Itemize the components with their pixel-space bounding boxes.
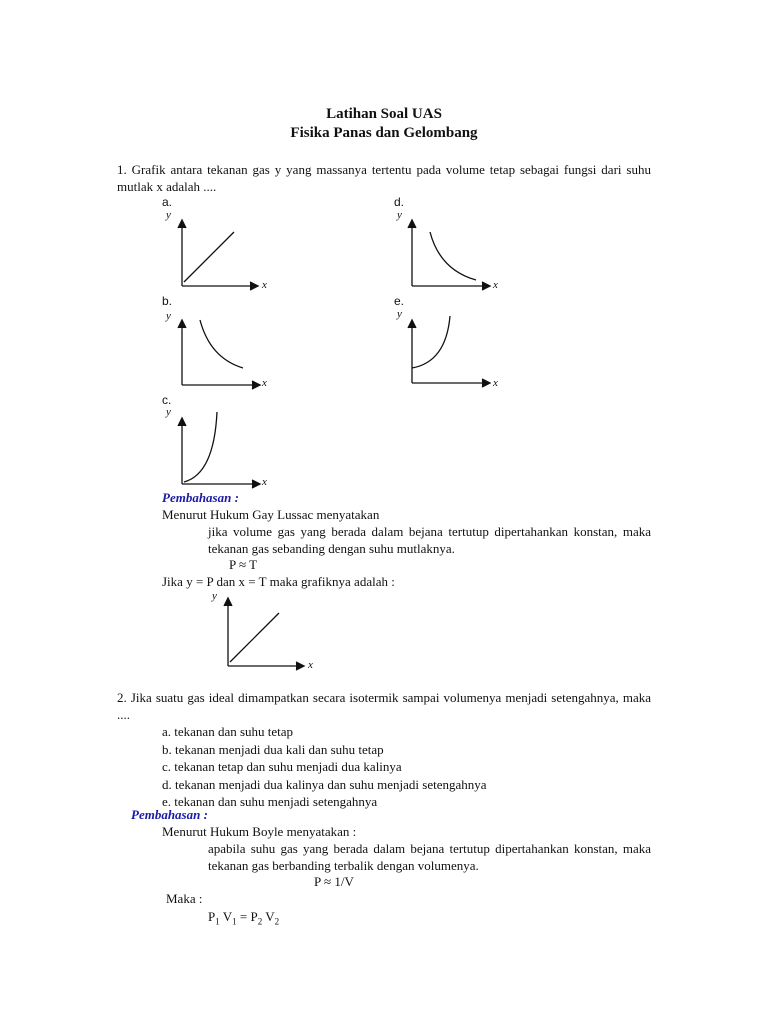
q2-law-text: apabila suhu gas yang berada dalam bejana tertutup dipertahankan konstan, maka tekanan gas berbanding terbalik dengan volumenya. — [208, 841, 651, 873]
q2-maka: Maka : — [166, 891, 203, 906]
q2-option-b: b. tekanan menjadi dua kali dan suhu tetap — [162, 741, 384, 757]
q1-law-name: Menurut Hukum Gay Lussac menyatakan — [162, 507, 380, 522]
q2-option-e: e. tekanan dan suhu menjadi setengahnya — [162, 794, 378, 809]
q2-options — [162, 723, 487, 811]
eq-p2: P — [250, 909, 258, 924]
graph-a-y-label: y — [166, 209, 171, 221]
doc-subtitle: Fisika Panas dan Gelombang — [290, 125, 478, 141]
graph-b-y-label: y — [166, 310, 171, 322]
option-c-label: c. — [162, 393, 172, 407]
graph-c-x-label: x — [262, 476, 267, 488]
graph-b-x-label: x — [262, 377, 267, 389]
eq-v1-sub: 1 — [232, 916, 237, 927]
question-1-text: 1. Grafik antara tekanan gas y yang massanya tertentu pada volume tetap sebagai fungsi dari suhu mutlak x adalah .... — [117, 162, 651, 194]
option-e-label: e. — [394, 294, 405, 308]
graph-e-x-label: x — [493, 377, 498, 389]
q2-law-name: Menurut Hukum Boyle menyatakan : — [162, 824, 357, 839]
eq-v1: V — [219, 909, 233, 924]
q1-discussion-label: Pembahasan : — [162, 490, 239, 505]
graph-d-y-label: y — [397, 209, 402, 221]
graph-c-y-label: y — [166, 406, 171, 418]
eq-v2-sub: 2 — [274, 916, 280, 927]
eq-equals: = — [236, 909, 251, 924]
graph-e-y-label: y — [397, 308, 402, 320]
q1-conclusion: Jika y = P dan x = T maka grafiknya adalah : — [162, 574, 395, 589]
option-a-label: a. — [162, 195, 173, 209]
q2-option-a: a. tekanan dan suhu tetap — [162, 724, 294, 739]
option-b-label: b. — [162, 294, 173, 308]
option-d-label: d. — [394, 195, 405, 209]
eq-p2-sub: 2 — [257, 916, 263, 927]
q2-equation — [208, 909, 279, 927]
q2-option-d: d. tekanan menjadi dua kalinya dan suhu menjadi setengahnya — [162, 776, 487, 792]
q1-law-text: jika volume gas yang berada dalam bejana tertutup dipertahankan konstan, maka tekanan gas sebanding dengan suhu mutlaknya. — [208, 524, 651, 556]
eq-p1-sub: 1 — [215, 916, 220, 927]
q1-formula: P ≈ T — [229, 557, 258, 572]
q2-formula: P ≈ 1/V — [314, 874, 354, 889]
q2-discussion-label: Pembahasan : — [131, 807, 208, 822]
eq-p1: P — [208, 909, 216, 924]
graph-d-x-label: x — [493, 279, 498, 291]
graph-answer-y-label: y — [212, 590, 217, 602]
doc-title: Latihan Soal UAS — [326, 106, 442, 122]
eq-v2: V — [262, 909, 275, 924]
graph-answer-x-label: x — [308, 659, 313, 671]
graph-a-x-label: x — [262, 279, 267, 291]
q2-option-c: c. tekanan tetap dan suhu menjadi dua kalinya — [162, 759, 402, 774]
question-2-text: 2. Jika suatu gas ideal dimampatkan secara isotermik sampai volumenya menjadi setengahnya, maka .... — [117, 690, 651, 722]
